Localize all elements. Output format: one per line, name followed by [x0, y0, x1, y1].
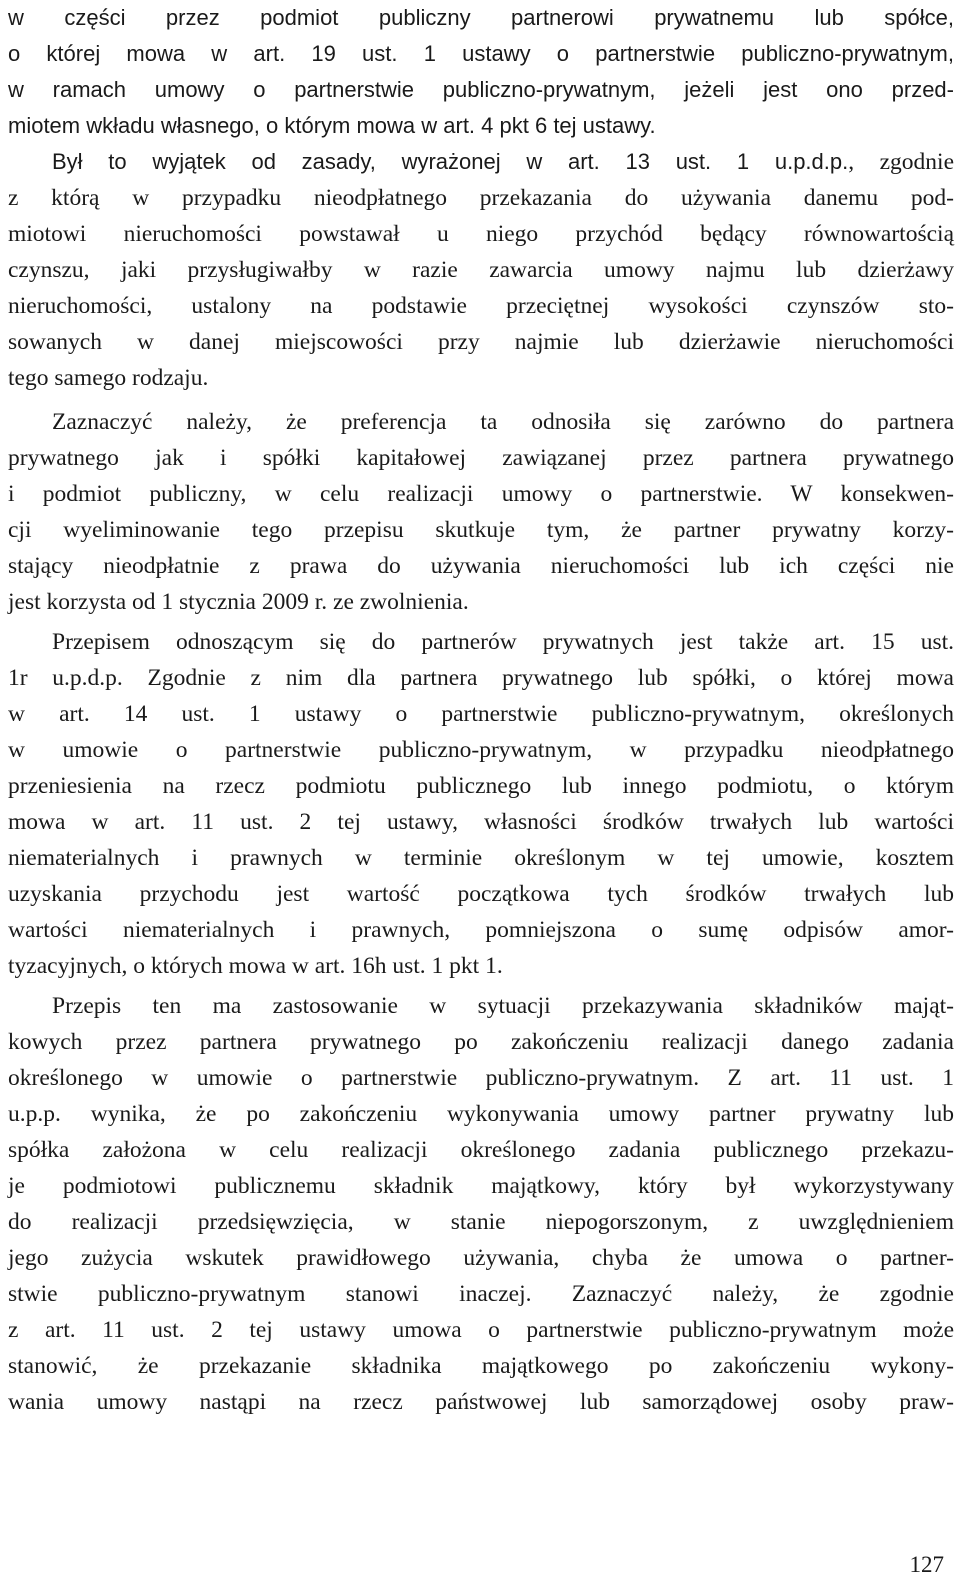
text-segment: Zaznaczyć należy, że preferencja ta odnosiła się zarówno do partnera	[52, 409, 954, 435]
text-line	[8, 252, 954, 288]
text-segment: niematerialnych i prawnych w terminie określonym w tej umowie, kosztem	[8, 845, 954, 871]
text-line	[8, 1168, 954, 1204]
text-segment: Przepisem odnoszącym się do partnerów prywatnych jest także art. 15 ust.	[52, 629, 954, 655]
text-segment: przeniesienia na rzecz podmiotu publicznego lub innego podmiotu, o którym	[8, 773, 954, 799]
text-line	[8, 512, 954, 548]
text-segment: cji wyeliminowanie tego przepisu skutkuje tym, że partner prywatny korzy-	[8, 517, 954, 543]
text-segment: i podmiot publiczny, w celu realizacji umowy o partnerstwie. W konsekwen-	[8, 481, 954, 507]
text-line	[52, 988, 954, 1024]
text-segment: w art. 14 ust. 1 ustawy o partnerstwie publiczno-prywatnym, określonych	[8, 701, 954, 727]
text-segment: Przepis ten ma zastosowanie w sytuacji przekazywania składników mająt-	[52, 993, 954, 1019]
text-segment: uzyskania przychodu jest wartość początkowa tych środków trwałych lub	[8, 881, 954, 907]
text-line	[8, 440, 954, 476]
text-segment: z art. 11 ust. 2 tej ustawy umowa o partnerstwie publiczno-prywatnym może	[8, 1317, 954, 1343]
text-line	[52, 404, 954, 440]
text-line	[8, 288, 954, 324]
text-line	[8, 1312, 954, 1348]
text-line	[8, 768, 954, 804]
text-segment: stający nieodpłatnie z prawa do używania nieruchomości lub ich części nie	[8, 553, 954, 579]
text-segment: u.p.p. wynika, że po zakończeniu wykonywania umowy partner prywatny lub	[8, 1101, 954, 1127]
page-number: 127	[909, 1552, 944, 1577]
text-segment: nieruchomości, ustalony na podstawie przeciętnej wysokości czynszów sto-	[8, 293, 954, 319]
text-line	[8, 912, 954, 948]
text-segment: miotem wkładu własnego, o którym mowa w art. 4 pkt 6 tej ustawy.	[8, 113, 656, 138]
text-segment: w ramach umowy o partnerstwie publiczno-prywatnym, jeżeli jest ono przed-	[8, 77, 954, 102]
text-segment: do realizacji przedsięwzięcia, w stanie niepogorszonym, z uwzględnieniem	[8, 1209, 954, 1235]
text-line	[8, 732, 954, 768]
text-segment: stanowić, że przekazanie składnika majątkowego po zakończeniu wykony-	[8, 1353, 954, 1379]
text-segment: mowa w art. 11 ust. 2 tej ustawy, własności środków trwałych lub wartości	[8, 809, 954, 835]
text-segment: jest korzysta od 1 stycznia 2009 r. ze zwolnienia.	[8, 589, 469, 615]
text-segment: z którą w przypadku nieodpłatnego przekazania do używania danemu pod-	[8, 185, 954, 211]
text-line	[8, 0, 954, 36]
text-segment: określonego w umowie o partnerstwie publiczno-prywatnym. Z art. 11 ust. 1	[8, 1065, 954, 1091]
text-line	[8, 804, 954, 840]
text-segment: sowanych w danej miejscowości przy najmie lub dzierżawie nieruchomości	[8, 329, 954, 355]
text-segment: o której mowa w art. 19 ust. 1 ustawy o partnerstwie publiczno-prywatnym,	[8, 41, 954, 66]
text-segment: prywatnego jak i spółki kapitałowej zawiązanej przez partnera prywatnego	[8, 445, 954, 471]
text-line	[8, 324, 954, 360]
text-segment: czynszu, jaki przysługiwałby w razie zawarcia umowy najmu lub dzierżawy	[8, 257, 954, 283]
text-line	[8, 72, 954, 108]
text-segment: wartości niematerialnych i prawnych, pomniejszona o sumę odpisów amor-	[8, 917, 954, 943]
text-line	[8, 1276, 954, 1312]
text-segment: 1r u.p.d.p. Zgodnie z nim dla partnera prywatnego lub spółki, o której mowa	[8, 665, 954, 691]
text-segment: , zgodnie	[848, 149, 955, 175]
text-segment: wania umowy nastąpi na rzecz państwowej lub samorządowej osoby praw-	[8, 1389, 954, 1415]
text-line	[8, 1060, 954, 1096]
text-line	[8, 876, 954, 912]
text-segment: spółka założona w celu realizacji określonego zadania publicznego przekazu-	[8, 1137, 954, 1163]
text-line	[52, 624, 954, 660]
text-line	[8, 548, 954, 584]
text-segment: jego zużycia wskutek prawidłowego używania, chyba że umowa o partner-	[8, 1245, 954, 1271]
text-line	[8, 36, 954, 72]
text-line	[8, 1024, 954, 1060]
text-line	[8, 180, 954, 216]
text-line	[8, 476, 954, 512]
text-segment: w umowie o partnerstwie publiczno-prywatnym, w przypadku nieodpłatnego	[8, 737, 954, 763]
text-line	[8, 1384, 954, 1420]
text-line	[8, 1132, 954, 1168]
text-line	[8, 360, 954, 396]
text-line	[8, 108, 954, 144]
text-line	[8, 216, 954, 252]
text-segment: je podmiotowi publicznemu składnik majątkowy, który był wykorzystywany	[8, 1173, 954, 1199]
text-line	[8, 840, 954, 876]
text-line	[8, 1096, 954, 1132]
text-segment: stwie publiczno-prywatnym stanowi inaczej. Zaznaczyć należy, że zgodnie	[8, 1281, 954, 1307]
text-line	[8, 660, 954, 696]
text-segment: Był to wyjątek od zasady, wyrażonej w art. 13 ust. 1 u.p.d.p.	[52, 149, 849, 174]
text-line	[8, 1204, 954, 1240]
text-line	[8, 948, 954, 984]
text-segment: tyzacyjnych, o których mowa w art. 16h ust. 1 pkt 1.	[8, 953, 503, 979]
text-segment: miotowi nieruchomości powstawał u niego przychód będący równowartością	[8, 221, 954, 247]
text-segment: w części przez podmiot publiczny partnerowi prywatnemu lub spółce,	[8, 5, 954, 30]
text-line	[8, 584, 954, 620]
text-line	[8, 1240, 954, 1276]
text-segment: kowych przez partnera prywatnego po zakończeniu realizacji danego zadania	[8, 1029, 954, 1055]
text-line	[8, 696, 954, 732]
document-page	[8, 0, 954, 1592]
text-segment: tego samego rodzaju.	[8, 365, 209, 391]
text-line	[52, 144, 954, 180]
text-line	[8, 1348, 954, 1384]
